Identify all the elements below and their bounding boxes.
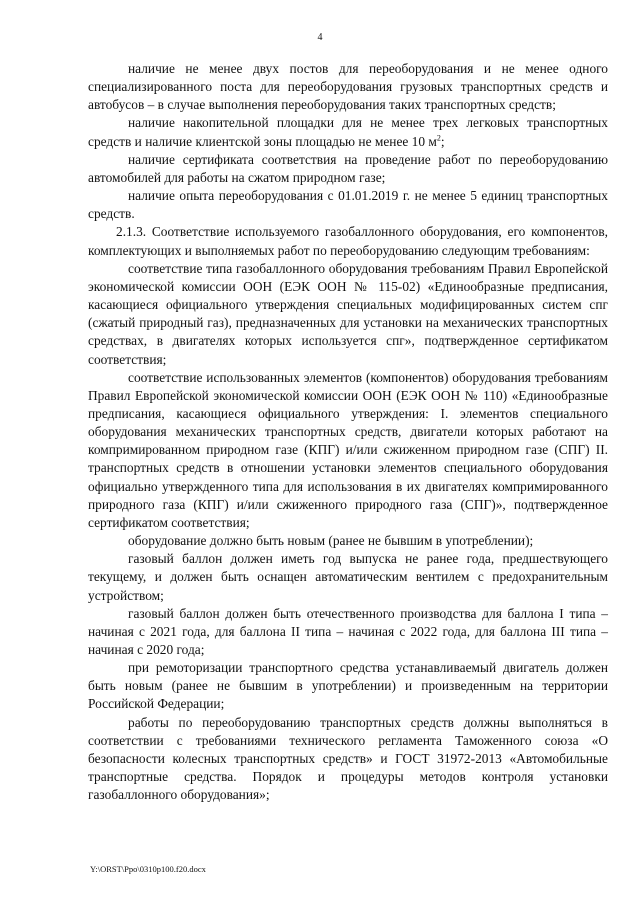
section-2-1-3: 2.1.3. Соответствие используемого газобаллонного оборудования, его компонентов, комплектующих и выполняемых работ по переоборудованию следующим требованиям:	[88, 224, 608, 258]
paragraph-gas-cylinder-year: газовый баллон должен иметь год выпуска не ранее года, предшествующего текущему, и должен быть оснащен автоматическим вентилем с предохранительным устройством;	[88, 551, 608, 603]
paragraph-remotorization: при ремоторизации транспортного средства устанавливаемый двигатель должен быть новым (ранее не бывшим в употреблении) и произведенным на территории Российской Федерации;	[88, 660, 608, 712]
square-meter-superscript: 2	[436, 133, 441, 143]
paragraph-posts: наличие не менее двух постов для переоборудования и не менее одного специализированного поста для переоборудования грузовых транспортных средств и автобусов – в случае выполнения переоборудования таких транспортных средств;	[88, 61, 608, 113]
paragraph-parking-tail: ;	[440, 133, 445, 149]
paragraph-equipment-type: соответствие типа газобаллонного оборудования требованиям Правил Европейской экономической комиссии ООН (ЕЭК ООН № 115-02) «Единообразные предписания, касающиеся официального утверждения специальных модифицированных систем спг (сжатый природный газ), предназначенных для установки на механических транспортных средствах, в двигателях которых используется спг», подтвержденное сертификатом соответствия;	[88, 260, 608, 367]
paragraph-gas-cylinder-origin: газовый баллон должен быть отечественного производства для баллона I типа – начиная с 2021 года, для баллона II типа – начиная с 2022 года, для баллона III типа – начиная с 2020 года;	[88, 605, 608, 657]
paragraph-certificate: наличие сертификата соответствия на проведение работ по переоборудованию автомобилей для работы на сжатом природном газе;	[88, 151, 608, 185]
paragraph-parking-text: наличие накопительной площадки для не менее трех легковых транспортных средств и наличие клиентской зоны площадью не менее 10 м	[88, 115, 608, 149]
document-body	[88, 60, 608, 804]
paragraph-parking-area	[88, 114, 608, 150]
paragraph-experience: наличие опыта переоборудования с 01.01.2019 г. не менее 5 единиц транспортных средств.	[88, 188, 608, 222]
paragraph-components: соответствие использованных элементов (компонентов) оборудования требованиям Правил Европейской экономической комиссии ООН (ЕЭК ООН № 110) «Единообразные предписания, касающиеся официального утверждения: I. элементов специального оборудования механических транспортных средств, двигатели которых работают на компримированном природном газе (КПГ) и/или сжиженном природном газе (СПГ) II. транспортных средств в отношении установки элементов специального оборудования официально утвержденного типа для использования в их двигателях компримированного природного газа (КПГ) и/или сжиженного природного газа (СПГ)», подтвержденное сертификатом соответствия;	[88, 369, 608, 530]
page-number: 4	[317, 32, 323, 43]
paragraph-conversion-works: работы по переоборудованию транспортных средств должны выполняться в соответствии с требованиями технического регламента Таможенного союза «О безопасности колесных транспортных средств» и ГОСТ 31972-2013 «Автомобильные транспортные средства. Порядок и процедуры методов контроля установки газобаллонного оборудования»;	[88, 714, 608, 803]
footer-file-path: Y:\ORST\Ppo\0310p100.f20.docx	[90, 864, 206, 874]
paragraph-new-equipment: оборудование должно быть новым (ранее не бывшим в употреблении);	[128, 533, 534, 549]
